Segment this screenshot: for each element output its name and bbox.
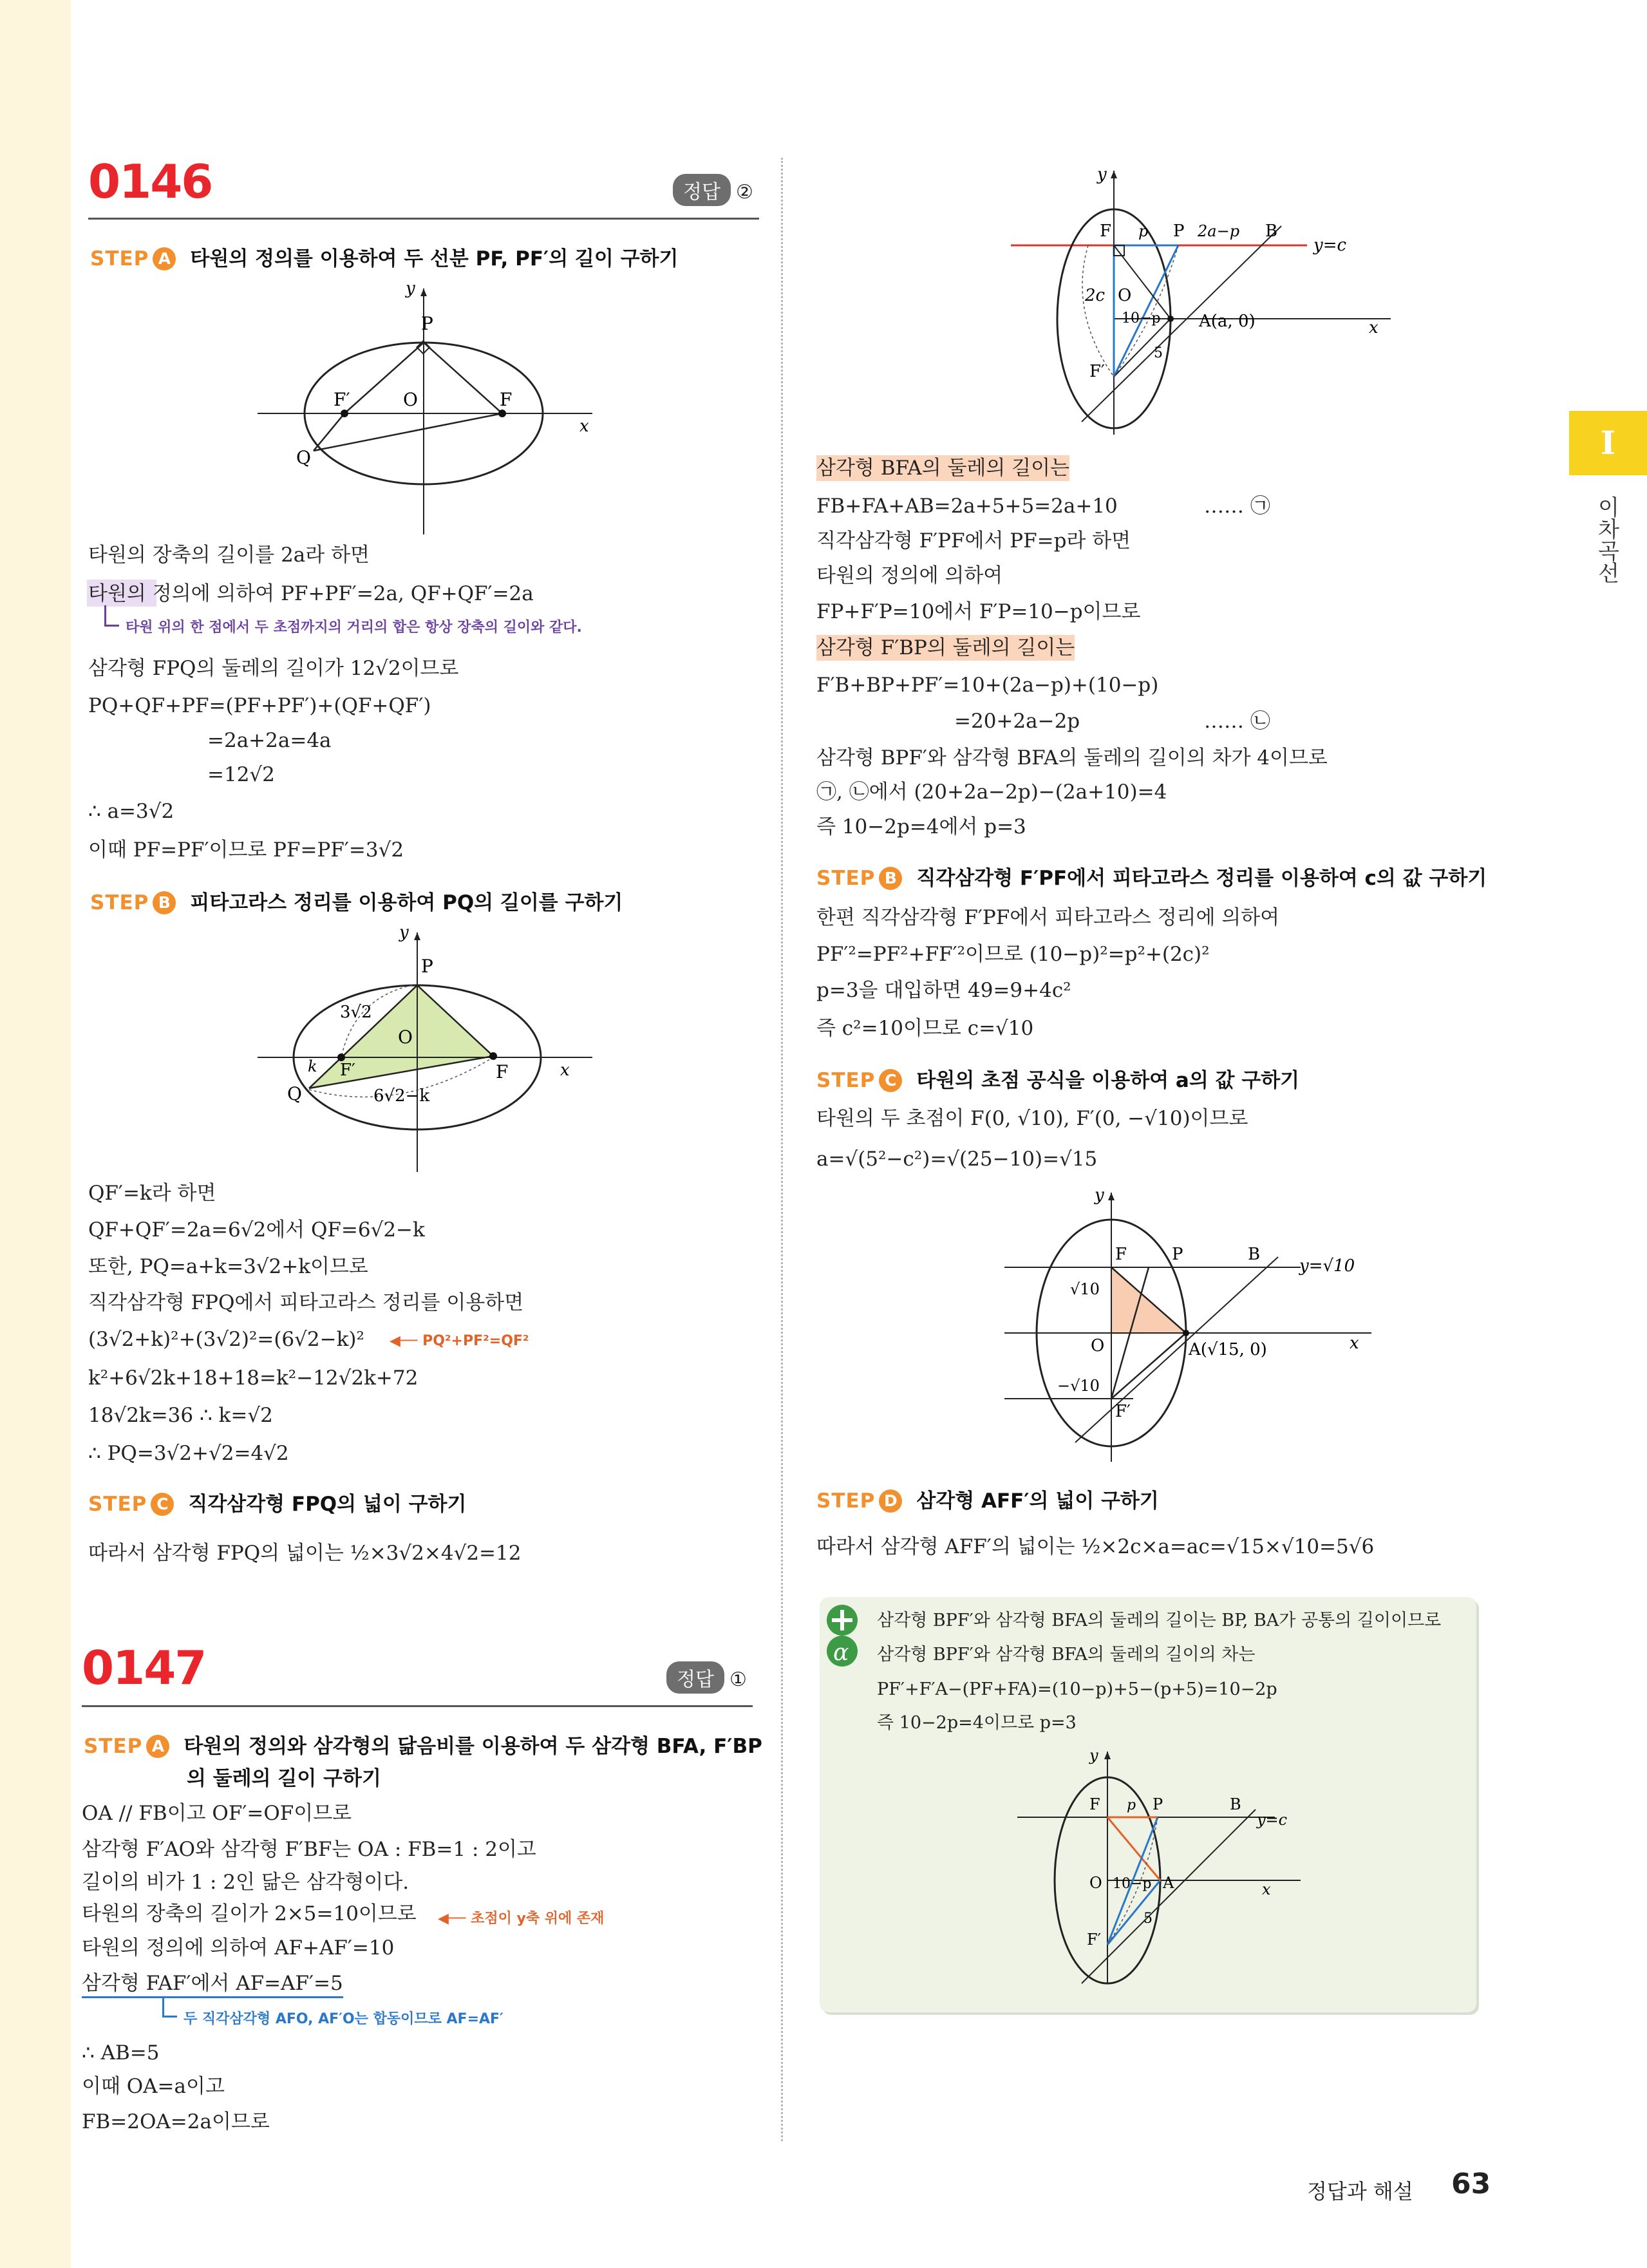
fig2-k: k xyxy=(308,1057,317,1075)
step-title: 직각삼각형 F′PF에서 피타고라스 정리를 이용하여 c의 값 구하기 xyxy=(916,867,1487,890)
fig1-x-label: x xyxy=(579,417,589,436)
column-divider xyxy=(781,158,783,2141)
step-title: 직각삼각형 FPQ의 넓이 구하기 xyxy=(188,1493,467,1516)
step-label: STEP xyxy=(90,247,149,270)
text-line: 타원의 두 초점이 F(0, √10), F′(0, −√10)이므로 xyxy=(816,1107,1248,1130)
fig5-B: B xyxy=(1230,1795,1241,1813)
figure-ellipse-4 xyxy=(1004,1185,1404,1462)
answer-value: ① xyxy=(729,1668,747,1691)
text-line: (3√2+k)²+(3√2)²=(6√2−k)² xyxy=(88,1328,364,1351)
annotation-note xyxy=(390,1333,529,1349)
step-label: STEP xyxy=(90,891,149,914)
svg-text:α: α xyxy=(833,1640,849,1666)
fig3-5: 5 xyxy=(1154,345,1163,361)
text-line: 삼각형 FPQ의 둘레의 길이가 12√2이므로 xyxy=(88,657,459,680)
annotation-text: 초점이 y축 위에 존재 xyxy=(471,1911,605,1927)
annotation-arrow xyxy=(162,1998,177,2018)
fig4-r10: √10 xyxy=(1070,1280,1100,1298)
fig3-y-label: y xyxy=(1097,165,1107,184)
annotation-note: 두 직각삼각형 AFO, AF′O는 합동이므로 AF=AF′ xyxy=(184,2011,504,2027)
footer-label: 정답과 해설 xyxy=(1307,2179,1413,2204)
text-line: 삼각형 FAF′에서 AF=AF′=5 xyxy=(82,1970,343,1998)
step-b-heading xyxy=(816,862,1487,891)
step-letter: B xyxy=(879,867,902,890)
fig3-2a-p: 2a−p xyxy=(1198,222,1240,240)
fig4-F: F xyxy=(1115,1245,1127,1264)
answer-0147 xyxy=(666,1661,747,1694)
fig2-Fprime: F′ xyxy=(340,1061,355,1080)
step-c-heading xyxy=(88,1488,466,1517)
page-number: 63 xyxy=(1451,2168,1491,2200)
fig2-P: P xyxy=(421,956,433,977)
text-line: FP+F′P=10에서 F′P=10−p이므로 xyxy=(816,600,1141,623)
text-line: 타원의 정의에 의하여 AF+AF′=10 xyxy=(82,1936,395,1960)
fig1-Q: Q xyxy=(296,447,311,468)
step-letter: C xyxy=(151,1493,174,1516)
fig4-x-label: x xyxy=(1350,1334,1359,1353)
fig3-F: F xyxy=(1100,222,1112,241)
fig3-P: P xyxy=(1173,222,1185,241)
text-line: 삼각형 F′AO와 삼각형 F′BF는 OA : FB=1 : 2이고 xyxy=(82,1838,536,1861)
fig2-Q: Q xyxy=(287,1083,302,1104)
text-line: =12√2 xyxy=(207,763,275,786)
text-line: 이때 PF=PF′이므로 PF=PF′=3√2 xyxy=(88,838,404,862)
step-letter: D xyxy=(879,1489,902,1513)
chapter-tab xyxy=(1569,411,1647,475)
figure-ellipse-1 xyxy=(258,277,592,534)
fig1-O: O xyxy=(403,389,418,410)
fig5-line-label: y=c xyxy=(1257,1811,1288,1829)
problem-number-0146: 0146 xyxy=(88,155,212,209)
fig2-O: O xyxy=(398,1026,413,1048)
fig2-len-3r2: 3√2 xyxy=(340,1003,372,1022)
fig4-O: O xyxy=(1091,1336,1105,1356)
text-line: QF+QF′=2a=6√2에서 QF=6√2−k xyxy=(88,1218,425,1242)
text-line: 타원의 정의에 의하여 xyxy=(816,564,1003,587)
text-line: 타원의 정의에 의하여 PF+PF′=2a, QF+QF′=2a xyxy=(88,582,534,605)
fig1-y-label: y xyxy=(406,279,415,298)
fig1-F: F xyxy=(500,389,513,410)
fig5-x-label: x xyxy=(1262,1880,1271,1898)
conclusion: 따라서 삼각형 FPQ의 넓이는 ½×3√2×4√2=12 xyxy=(88,1542,522,1565)
text-line: 한편 직각삼각형 F′PF에서 피타고라스 정리에 의하여 xyxy=(816,906,1280,929)
text-line: ㉠, ㉡에서 (20+2a−2p)−(2a+10)=4 xyxy=(816,780,1167,804)
text-line: QF′=k라 하면 xyxy=(88,1182,216,1205)
text-line: ∴ PQ=3√2+√2=4√2 xyxy=(88,1442,289,1465)
text-line: PF′²=PF²+FF′²이므로 (10−p)²=p²+(2c)² xyxy=(816,943,1210,966)
fig3-B: B xyxy=(1265,222,1278,241)
fig2-y-label: y xyxy=(399,923,409,942)
step-label: STEP xyxy=(816,1489,876,1513)
fig5-10-p: 10−p xyxy=(1113,1876,1152,1892)
text-line: 타원의 장축의 길이를 2a라 하면 xyxy=(88,543,370,567)
answer-tag: 정답 xyxy=(666,1661,724,1694)
fig5-A: A xyxy=(1163,1874,1174,1892)
text-line: ∴ AB=5 xyxy=(82,2041,160,2065)
fig2-x-label: x xyxy=(560,1061,570,1080)
equation-tag: …… ㉡ xyxy=(1204,710,1270,733)
answer-tag: 정답 xyxy=(673,174,731,206)
text-line: FB+FA+AB=2a+5+5=2a+10 xyxy=(816,495,1118,518)
fig5-5: 5 xyxy=(1143,1911,1153,1927)
text-line: 길이의 비가 1 : 2인 닮은 삼각형이다. xyxy=(82,1871,409,1894)
text-line: OA // FB이고 OF′=OF이므로 xyxy=(82,1802,352,1825)
header-rule xyxy=(82,1705,753,1707)
problem-number-0147: 0147 xyxy=(82,1641,206,1695)
text-line: 삼각형 BPF′와 삼각형 BFA의 둘레의 길이의 차가 4이므로 xyxy=(816,746,1328,770)
fig5-F: F xyxy=(1089,1795,1100,1813)
text-line: 즉 c²=10이므로 c=√10 xyxy=(816,1017,1034,1040)
fig4-P: P xyxy=(1172,1245,1183,1264)
text-line: 타원의 장축의 길이가 2×5=10이므로 xyxy=(82,1902,417,1925)
step-title: 타원의 초점 공식을 이용하여 a의 값 구하기 xyxy=(916,1069,1300,1092)
fig4-line-label: y=√10 xyxy=(1299,1256,1355,1276)
chapter-title: 이차곡선 xyxy=(1594,496,1619,583)
text-line: a=√(5²−c²)=√(25−10)=√15 xyxy=(816,1148,1098,1171)
text-line: 직각삼각형 FPQ에서 피타고라스 정리를 이용하면 xyxy=(88,1291,524,1314)
step-a-heading xyxy=(84,1730,762,1759)
tip-line: PF′+F′A−(PF+FA)=(10−p)+5−(p+5)=10−2p xyxy=(877,1679,1277,1699)
fig3-p: p xyxy=(1138,222,1149,240)
text-line: k²+6√2k+18+18=k²−12√2k+72 xyxy=(88,1366,419,1390)
fig3-10-p: 10−p xyxy=(1122,310,1161,326)
step-a-heading xyxy=(90,242,678,271)
step-label: STEP xyxy=(816,867,876,890)
text-line: 직각삼각형 F′PF에서 PF=p라 하면 xyxy=(816,529,1131,553)
step-title: 삼각형 AFF′의 넓이 구하기 xyxy=(916,1489,1159,1513)
text-line: FB=2OA=2a이므로 xyxy=(82,2110,270,2133)
plus-alpha-icon xyxy=(823,1601,861,1672)
text-line: 이때 OA=a이고 xyxy=(82,2075,225,2098)
fig5-P: P xyxy=(1153,1795,1163,1813)
page-edge-strip xyxy=(0,0,71,2268)
tip-line: 삼각형 BPF′와 삼각형 BFA의 둘레의 길이는 BP, BA가 공통의 길이이므로 xyxy=(877,1611,1442,1630)
text-line: 삼각형 F′BP의 둘레의 길이는 xyxy=(816,636,1075,659)
step-letter: A xyxy=(153,247,176,270)
figure-ellipse-2 xyxy=(258,921,592,1172)
annotation-arrow: ◀── xyxy=(390,1333,423,1349)
answer-0146 xyxy=(673,174,753,206)
fig3-A: A(a, 0) xyxy=(1199,312,1256,331)
fig3-Fprime: F′ xyxy=(1089,362,1105,381)
tip-line: 즉 10−2p=4이므로 p=3 xyxy=(877,1713,1077,1733)
fig5-p: p xyxy=(1127,1797,1136,1813)
fig3-2c: 2c xyxy=(1085,286,1106,305)
fig1-Fprime: F′ xyxy=(334,389,350,410)
step-letter: A xyxy=(146,1735,169,1758)
step-letter: C xyxy=(879,1069,902,1092)
step-title: 피타고라스 정리를 이용하여 PQ의 길이를 구하기 xyxy=(190,891,623,914)
figure-ellipse-3 xyxy=(1004,164,1404,435)
conclusion: 따라서 삼각형 AFF′의 넓이는 ½×2c×a=ac=√15×√10=5√6 xyxy=(816,1535,1375,1558)
chapter-numeral: I xyxy=(1600,424,1616,462)
tip-line: 삼각형 BPF′와 삼각형 BFA의 둘레의 길이의 차는 xyxy=(877,1645,1256,1665)
fig2-len-6r2-k: 6√2−k xyxy=(373,1086,430,1106)
fig5-y-label: y xyxy=(1089,1746,1098,1764)
step-label: STEP xyxy=(816,1069,876,1092)
step-a-heading-cont: 의 둘레의 길이 구하기 xyxy=(187,1767,381,1790)
step-b-heading xyxy=(90,886,623,915)
step-d-heading xyxy=(816,1484,1159,1513)
annotation-note: 타원 위의 한 점에서 두 초점까지의 거리의 합은 항상 장축의 길이와 같다. xyxy=(126,619,582,636)
figure-ellipse-5 xyxy=(1017,1745,1378,1996)
step-label: STEP xyxy=(88,1493,147,1516)
step-title: 타원의 정의와 삼각형의 닮음비를 이용하여 두 삼각형 BFA, F′BP xyxy=(184,1735,762,1758)
text-line: =20+2a−2p xyxy=(954,710,1080,733)
annotation-note xyxy=(438,1907,604,1927)
fig3-O: O xyxy=(1118,286,1132,305)
text-line: =2a+2a=4a xyxy=(207,729,332,752)
fig3-line-label: y=c xyxy=(1313,236,1347,255)
fig2-F: F xyxy=(496,1061,509,1082)
text-line: F′B+BP+PF′=10+(2a−p)+(10−p) xyxy=(816,674,1159,697)
fig3-x-label: x xyxy=(1369,318,1379,337)
step-letter: B xyxy=(153,891,176,914)
fig4-y-label: y xyxy=(1095,1186,1104,1205)
text-line: 즉 10−2p=4에서 p=3 xyxy=(816,815,1026,838)
text-line: 또한, PQ=a+k=3√2+k이므로 xyxy=(88,1255,368,1278)
fig5-Fprime: F′ xyxy=(1087,1931,1102,1949)
text-line: p=3을 대입하면 49=9+4c² xyxy=(816,979,1071,1002)
text-line: 18√2k=36 ∴ k=√2 xyxy=(88,1404,273,1427)
fig4-nr10: −√10 xyxy=(1057,1377,1100,1395)
fig5-O: O xyxy=(1089,1874,1102,1892)
annotation-text: PQ²+PF²=QF² xyxy=(422,1333,529,1349)
step-label: STEP xyxy=(84,1735,143,1758)
equation-tag: …… ㉠ xyxy=(1204,495,1270,518)
fig4-B: B xyxy=(1248,1245,1261,1264)
text-line: ∴ a=3√2 xyxy=(88,800,174,823)
fig1-P: P xyxy=(421,313,433,334)
text-line: PQ+QF+PF=(PF+PF′)+(QF+QF′) xyxy=(88,694,431,717)
annotation-arrow xyxy=(104,605,119,627)
header-rule xyxy=(88,218,759,220)
step-title: 타원의 정의를 이용하여 두 선분 PF, PF′의 길이 구하기 xyxy=(190,247,679,270)
step-c-heading xyxy=(816,1064,1299,1093)
annotation-arrow: ◀── xyxy=(438,1911,471,1927)
fig4-A: A(√15, 0) xyxy=(1189,1340,1267,1359)
fig4-Fprime: F′ xyxy=(1115,1402,1131,1421)
text-line: 삼각형 BFA의 둘레의 길이는 xyxy=(816,457,1070,480)
answer-value: ② xyxy=(735,181,753,203)
